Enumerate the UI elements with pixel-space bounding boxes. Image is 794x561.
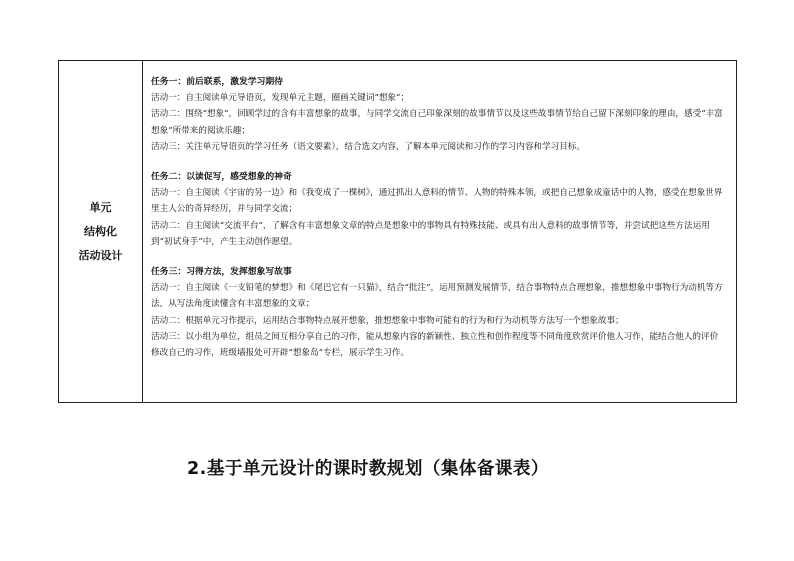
task-title: 任务二：以读促写，感受想象的神奇 (151, 172, 292, 183)
activity-text: 活动一：自主阅读单元导语页，发现单元主题，圈画关键词“想象”； (151, 93, 410, 104)
unit-activity-table (58, 60, 737, 403)
activity-text: 活动二：围绕“想象”，回顾学过的含有丰富想象的故事，与同学交流自己印象深刻的故事情节以及这些故事情节给自己留下深刻印象的理由，感受“丰富想象”所带来的阅读乐趣； (151, 109, 723, 136)
task-title: 任务一：前后联系，激发学习期待 (151, 77, 283, 87)
task-block-2 (151, 169, 726, 250)
activity-text: 活动三：以小组为单位，组员之间互相分享自己的习作，能从想象内容的新颖性、独立性和创作程度等不同角度欣赏评价他人习作，能结合他人的评价修改自己的习作，班级墙报处可开辟“想象岛”专栏，展示学生习作。 (151, 331, 719, 359)
row-header-cell (59, 61, 143, 402)
activity-text: 活动二：自主阅读“交流平台”，了解含有丰富想象文章的特点是想象中的事物具有特殊技能、或具有出人意料的故事情节等，并尝试把这些方法运用到“初试身手”中，产生主动创作愿望。 (151, 220, 710, 247)
task-title: 任务三：习得方法，发挥想象写故事 (151, 267, 292, 278)
row-header-line-3: 活动设计 (78, 248, 123, 262)
task-block-1 (151, 74, 726, 155)
task-block-3 (151, 264, 726, 361)
row-header-line-2: 结构化 (84, 224, 117, 238)
activity-text: 活动二：根据单元习作提示，运用结合事物特点展开想象，推想想象中事物可能有的行为和行为动机等方法写一个想象故事； (151, 315, 624, 326)
activity-text: 活动一：自主阅读《宇宙的另一边》和《我变成了一棵树》，通过抓出人意料的情节、人物的特殊本领，或把自己想象成童话中的人物，感受在想象世界里主人公的奇异经历，并与同学交流； (151, 188, 723, 215)
row-header-line-1: 单元 (89, 200, 112, 214)
activity-text: 活动三：关注单元导语页的学习任务（语文要素），结合选文内容，了解本单元阅读和习作的学习内容和学习目标。 (151, 141, 585, 152)
activity-text: 活动一：自主阅读《一支铅笔的梦想》和《尾巴它有一只猫》，结合“批注”，运用预测发展情节，结合事物特点合理想象，推想想象中事物行为动机等方法，从写法角度读懂含有丰富想象的文章； (151, 283, 723, 310)
activity-content-cell (143, 61, 736, 402)
section-heading: 2.基于单元设计的课时教规划（集体备课表） (187, 459, 549, 479)
